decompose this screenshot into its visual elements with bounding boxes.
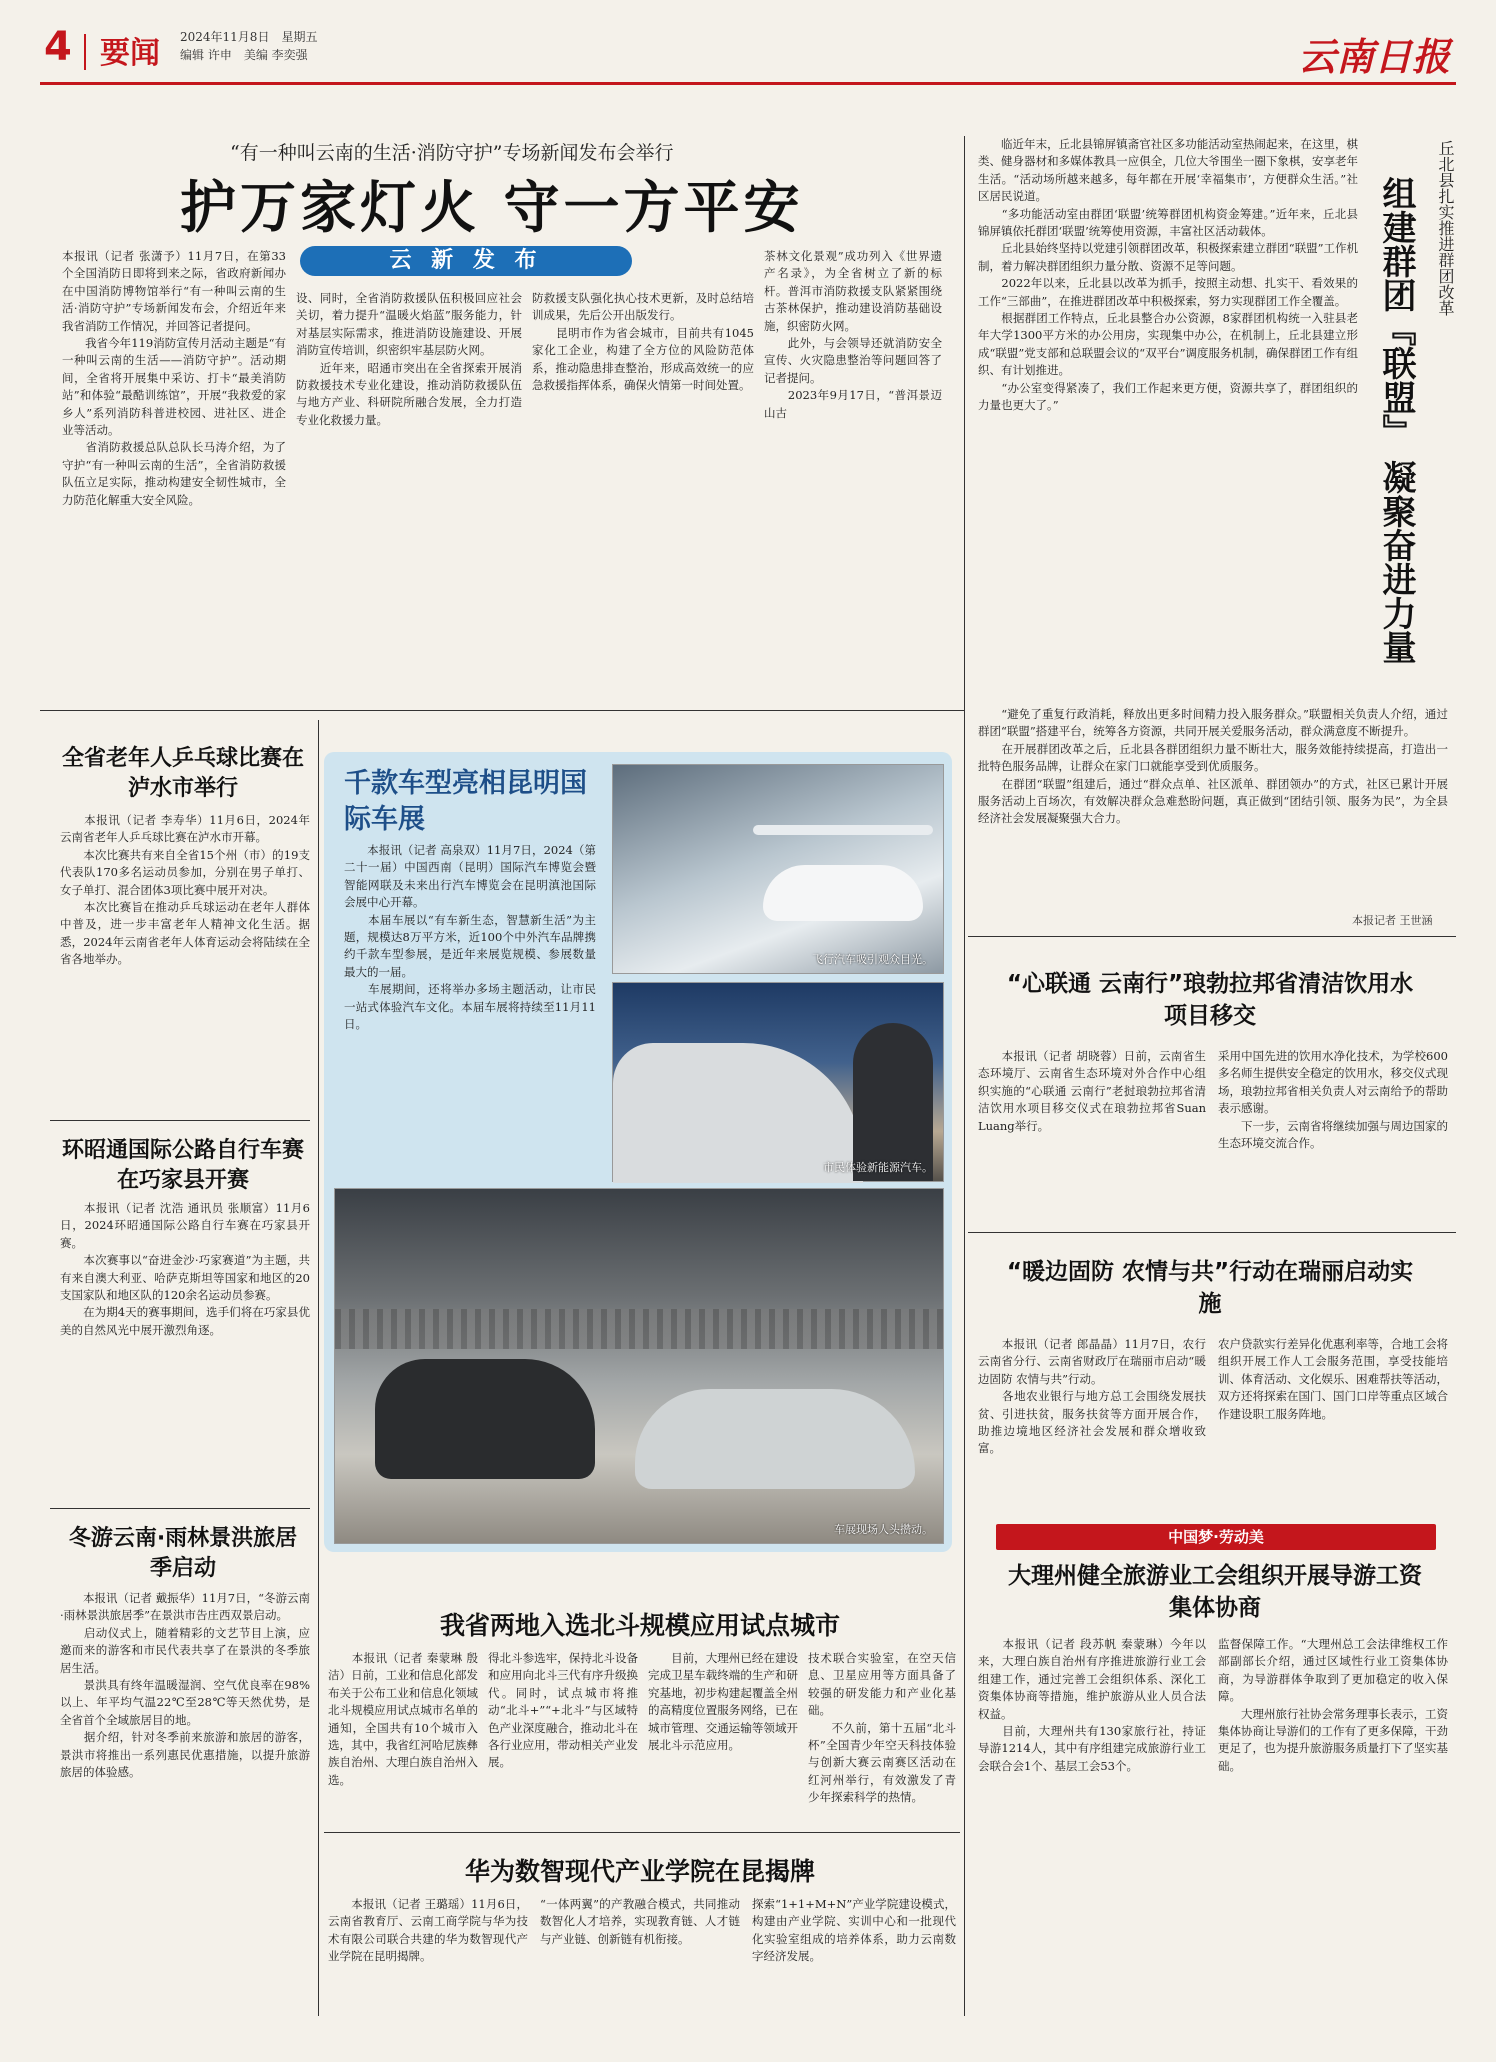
flying-car-wing [753,825,933,835]
border-column-1: 本报讯（记者 郎晶晶）11月7日，农行云南省分行、云南省财政厅在瑞丽市启动“暖边固防 农情与共”行动。 各地农业银行与地方总工会围绕发展扶贫、引进扶贫，服务扶贫等方面开展合作，助推边境地区经济社会发展和群众增收致富。 [978,1337,1206,1456]
column-divider-right [964,136,965,2016]
flying-car-caption: 飞行汽车吸引观众目光。 [812,953,933,966]
beidou-headline: 我省两地入选北斗规模应用试点城市 [439,1611,840,1640]
labor-banner-text: 中国梦·劳动美 [1168,1528,1264,1546]
huawei-column-1: 本报讯（记者 王璐瑶）11月6日，云南省教育厅、云南工商学院与华为技术有限公司联合共建的华为数智现代产业学院在昆明揭牌。 [328,1897,528,1964]
issue-date: 2024年11月8日 星期五 [180,30,318,44]
beidou-column-3: 目前，大理州已经在建设完成卫星车载终端的生产和研究基地，初步构建起覆盖全州的高精度位置服务网络，已在城市管理、交通运输等领域开展北斗示范应用。 [648,1651,798,1753]
beidou-column-1: 本报讯（记者 秦蒙琳 殷洁）日前，工业和信息化部发布关于公布工业和信息化领域北斗规模应用试点城市名单的通知，全国共有10个城市入选，其中，我省红河哈尼族彝族自治州、大理白族自治州入选。 [328,1651,478,1787]
test-drive-caption: 市民体验新能源汽车。 [823,1161,933,1174]
labor-headline: 大理州健全旅游业工会组织开展导游工资集体协商 [1008,1563,1422,1621]
editors: 编辑 许申 美编 李奕强 [180,48,308,62]
lead-kicker: “有一种叫云南的生活·消防守护”专场新闻发布会举行 [230,142,674,164]
jinghong-headline: 冬游云南·雨林景洪旅居季启动 [68,1526,298,1581]
flying-car-shape [763,865,923,921]
cycling-headline: 环昭通国际公路自行车赛在巧家县开赛 [61,1138,304,1193]
page-number: 4 [44,24,72,70]
masthead-rule [40,82,1456,85]
beidou-column-2: 得北斗参选牢，保持北斗设备和应用向北斗三代有序升级换代。同时，试点城市将推动“北斗+”“+北斗”与区域特色产业深度融合，推动北斗在各行业应用，带动相关产业发展。 [488,1651,638,1770]
lead-banner-text: 云 新 发 布 [389,248,543,273]
test-drive-photo [612,982,944,1182]
water-bottom-rule [968,1232,1456,1233]
pingpong-headline: 全省老年人乒乓球比赛在泸水市举行 [61,746,304,801]
lead-headline: 护万家灯火 守一方平安 [180,176,804,241]
water-column-1: 本报讯（记者 胡晓蓉）日前，云南省生态环境厅、云南省生态环境对外合作中心组织实施的“心联通 云南行”老挝琅勃拉邦省清洁饮用水项目移交仪式在琅勃拉邦省Suan Luang举行。 [978,1049,1210,1133]
qiubei-body-part1: 临近年末，丘北县锦屏镇斋官社区多功能活动室热闹起来，在这里，棋类、健身器材和多媒体教具一应俱全，几位大爷围坐一圈下象棋，安享老年生活。“活动场所越来越多，每年都在开展‘幸福集市’，方便群众生活。”社区居民说道。 “多功能活动室由群团‘联盟’统筹群团机构资金筹建。”近年来，丘北县锦屏镇依托群团‘联盟’统筹使用资源，丰富社区活动载体。 丘北县始终坚持以党建引领群团改革，积极探索建立群团“联盟”工作机制，着力解决群团组织力量分散、资源不足等问题。 2022年以来，丘北县以改革为抓手，按照主动想、扎实干、看效果的工作“三部曲”，在推进群团改革中积极探索，努力实现群团工作全覆盖。 根据群团工作特点，丘北县整合办公资源，8家群团机构统一入驻县老年大学1300平方米的办公用房，实现集中办公，在机制上，丘北县建立形成“联盟”党支部和总联盟会议的“双平台”调度服务机制，确保群团工作有组织、有计划推进。 “办公室变得紧凑了，我们工作起来更方便，资源共享了，群团组织的力量也更大了。” [978,137,1359,413]
beidou-bottom-rule [324,1832,960,1833]
qiubei-author: 本报记者 王世涵 [1352,914,1433,927]
border-column-2: 农户贷款实行差异化优惠利率等，合地工会将组织开展工作人工会服务范围，享受技能培训、体育活动、文化娱乐、困难帮扶等活动，双方还将探索在国门、国门口岸等重点区域合作建设职工服务阵地。 [1218,1337,1448,1421]
expo-car-dark [375,1359,595,1479]
labor-column-2: 监督保障工作。“大理州总工会法律维权工作部副部长介绍，通过区域性行业工资集体协商，为导游群体争取到了更加稳定的收入保障。 大理州旅行社协会常务理事长表示，工资集体协商让导游们的工作有了更多保障，干劲更足了，也为提升旅游服务质量打下了坚实基础。 [1218,1637,1448,1773]
water-column-2: 采用中国先进的饮用水净化技术，为学校600多名师生提供安全稳定的饮用水，移交仪式现场，琅勃拉邦省相关负责人对云南给予的帮助表示感谢。 下一步，云南省将继续加强与周边国家的生态环境交流合作。 [1218,1049,1448,1151]
section-name: 要闻 [100,36,160,71]
autoshow-headline: 千款车型亮相昆明国际车展 [344,768,587,835]
autoshow-body: 本报讯（记者 高泉双）11月7日，2024（第二十一届）中国西南（昆明）国际汽车博览会暨智能网联及未来出行汽车博览会在昆明滇池国际会展中心开幕。 本届车展以“有车新生态，智慧新生活”为主题，规模达8万平方米，近100个中外汽车品牌携约千款车型参展，是近年来展览规模、参展数量最大的一届。 车展期间，还将举办多场主题活动，让市民一站式体验汽车文化。本届车展将持续至11月11日。 [344,843,596,1032]
labor-banner [996,1524,1436,1550]
newspaper-logo: 云南日报 [1298,34,1451,79]
labor-column-1: 本报讯（记者 段苏帆 秦蒙琳）今年以来，大理白族自治州有序推进旅游行业工会组建工作，通过完善工会组织体系、深化工资集体协商等措施，维护旅游从业人员合法权益。 目前，大理州共有130家旅行社，持证导游1214人，其中有序组建完成旅游行业工会联合会1个、基层工会53个。 [978,1637,1206,1773]
cycling-body: 本报讯（记者 沈浩 通讯员 张顺富）11月6日，2024环昭通国际公路自行车赛在巧家县开赛。 本次赛事以“奋进金沙·巧家赛道”为主题，共有来自澳大利亚、哈萨克斯坦等国家和地区的20支国家队和地区队的120余名运动员参赛。 在为期4天的赛事期间，选手们将在巧家县优美的自然风光中展开激烈角逐。 [60,1201,310,1337]
lead-bottom-rule [40,710,964,711]
lead-column-2: 设、同时，全省消防救援队伍积极回应社会关切，着力提升“温暖火焰蓝”服务能力，针对基层实际需求，推进消防设施建设、开展消防宣传培训，织密织牢基层防火网。 近年来，昭通市突出在全省探索开展消防救援技术专业化建设，推动消防救援队伍与地方产业、科研院所融合发展，全力打造专业化救援力量。 [296,291,522,427]
flying-car-photo [612,764,944,974]
qiubei-bottom-rule [968,936,1456,937]
lead-column-4: 茶林文化景观”成功列入《世界遗产名录》，为全省树立了新的标杆。普洱市消防救援支队紧紧围绕古茶林保护，推动建设消防基础设施，织密防火网。 此外，与会领导还就消防安全宣传、火灾隐患整治等问题回答了记者提问。 2023年9月17日，“普洱景迈山古 [764,249,942,420]
lead-banner [300,246,632,276]
water-headline: “心联通 云南行”琅勃拉邦省清洁饮用水项目移交 [1006,971,1414,1029]
lead-column-3: 防救援支队强化执心技术更新，及时总结培训成果，先后公开出版发行。 昆明市作为省会城市，目前共有1045家化工企业，构建了全方位的风险防范体系，推动隐患排查整治，形成高效统一的应急救援指挥体系，确保火情第一时间处置。 [532,291,754,393]
qiubei-body-part2: “避免了重复行政消耗，释放出更多时间精力投入服务群众。”联盟相关负责人介绍，通过群团“联盟”搭建平台，统筹各方资源，共同开展关爱服务活动，群众满意度不断提升。 在开展群团改革之后，丘北县各群团组织力量不断壮大，服务效能持续提高，打造出一批特色服务品牌，让群众在家门口就能享受到优质服务。 在群团“联盟”组建后，通过“群众点单、社区派单、群团领办”的方式，社区已累计开展服务活动上百场次，有效解决群众急难愁盼问题，真正做到“团结引领、服务为民”，为全县经济社会发展凝聚强大合力。 [978,707,1448,826]
qiubei-headline: 组建群团『联盟』 凝聚奋进力量 [1376,176,1416,664]
expo-car-silver [635,1389,915,1489]
huawei-headline: 华为数智现代产业学院在昆揭牌 [464,1857,815,1886]
expo-hall-caption: 车展现场人头攒动。 [834,1523,933,1536]
expo-hall-photo [334,1188,944,1544]
huawei-column-3: 探索“1+1+M+N”产业学院建设模式，构建由产业学院、实训中心和一批现代化实验室组成的培养体系，助力云南数字经济发展。 [752,1897,956,1964]
page-number-divider [84,34,86,70]
qiubei-kicker: 丘北县扎实推进群团改革 [1436,140,1455,316]
border-headline: “暖边固防 农情与共”行动在瑞丽启动实施 [1006,1259,1414,1317]
beidou-column-4: 技术联合实验室，在空天信息、卫星应用等方面具备了较强的研发能力和产业化基础。 不久前，第十五届“北斗杯”全国青少年空天科技体验与创新大赛云南赛区活动在红河州举行，有效激发了青少年探索科学的热情。 [808,1651,956,1805]
left-rule-2 [50,1508,310,1509]
test-drive-person-shape [853,1023,933,1181]
expo-crowd [335,1309,943,1349]
pingpong-body: 本报讯（记者 李寿华）11月6日，2024年云南省老年人乒乓球比赛在泸水市开幕。 本次比赛共有来自全省15个州（市）的19支代表队170多名运动员参加，分别在男子单打、女子单打、混合团体3项比赛中展开对决。 本次比赛旨在推动乒乓球运动在老年人群体中普及，进一步丰富老年人精神文化生活。据悉，2024年云南省老年人体育运动会将陆续在全省各地举办。 [60,813,310,967]
left-rule-1 [50,1120,310,1121]
jinghong-body: 本报讯（记者 戴振华）11月7日，“冬游云南·雨林景洪旅居季”在景洪市告庄西双景启动。 启动仪式上，随着精彩的文艺节目上演，应邀而来的游客和市民代表共享了在景洪的冬季旅居生活。 景洪具有终年温暖湿润、空气优良率在98%以上、年平均气温22℃至28℃等天然优势，是全省首个全域旅居目的地。 据介绍，针对冬季前来旅游和旅居的游客，景洪市将推出一系列惠民优惠措施，以提升旅游旅居的体验感。 [60,1591,310,1780]
column-divider-left [318,720,319,2016]
huawei-column-2: “一体两翼”的产教融合模式，共同推动数智化人才培养，实现教育链、人才链与产业链、创新链有机衔接。 [540,1897,740,1946]
lead-column-1: 本报讯（记者 张潇予）11月7日，在第33个全国消防日即将到来之际，省政府新闻办在中国消防博物馆举行“有一种叫云南的生活·消防守护”专场新闻发布会，介绍近年来我省消防工作情况，并回答记者提问。 我省今年119消防宣传月活动主题是“有一种叫云南的生活——消防守护”。活动期间，全省将开展集中采访、打卡“最美消防站”和体验“最酷训练馆”，开展“我救爱的家乡人”系列消防科普进校园、进社区、进企业等活动。 省消防救援总队总队长马涛介绍，为了守护“有一种叫云南的生活”，全省消防救援队伍立足实际，推动构建安全韧性城市，全力防范化解重大安全风险。 [62,249,286,507]
